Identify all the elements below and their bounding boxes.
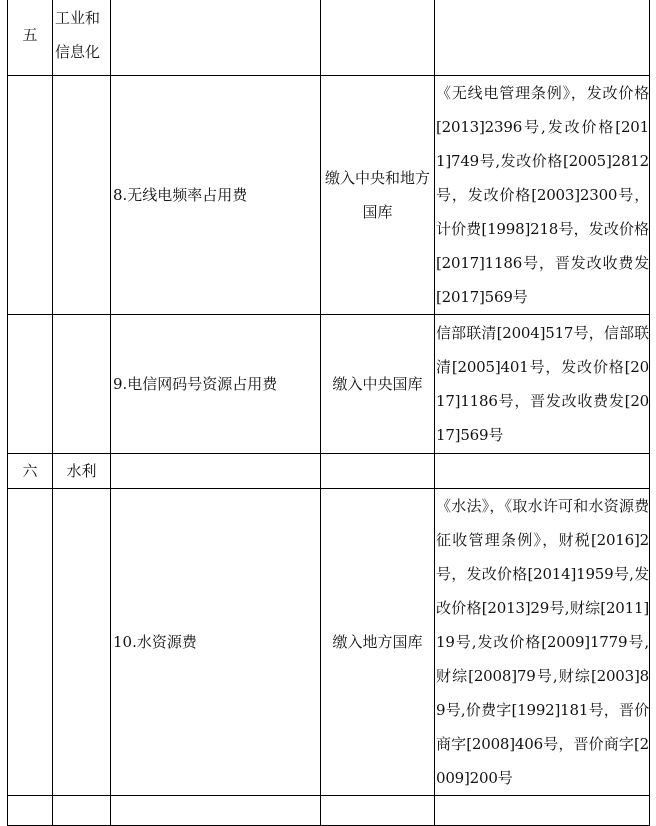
section-number: 六 — [8, 454, 53, 489]
fee-destination: 缴入中央国库 — [321, 315, 435, 454]
empty-cell — [435, 454, 650, 489]
fee-destination: 缴入地方国库 — [321, 489, 435, 796]
empty-cell — [321, 0, 435, 76]
empty-cell — [53, 796, 111, 826]
section-row-industry — [8, 0, 650, 76]
table-row-partial — [8, 796, 650, 826]
fee-name: 8.无线电频率占用费 — [111, 76, 321, 315]
empty-cell — [111, 0, 321, 76]
empty-cell — [8, 76, 53, 315]
table-row — [8, 315, 650, 454]
section-name: 水利 — [53, 454, 111, 489]
empty-cell — [8, 315, 53, 454]
empty-cell — [8, 489, 53, 796]
empty-cell — [111, 454, 321, 489]
section-name: 工业和信息化 — [53, 0, 111, 76]
empty-cell — [53, 315, 111, 454]
fee-legal-basis: 信部联清[2004]517号，信部联清[2005]401号，发改价格[2017]1186号，晋发改收费发[2017]569号 — [435, 315, 650, 454]
empty-cell — [435, 0, 650, 76]
empty-cell — [111, 796, 321, 826]
section-number: 五 — [8, 0, 53, 76]
empty-cell — [435, 796, 650, 826]
empty-cell — [8, 796, 53, 826]
section-row-water — [8, 454, 650, 489]
fee-name: 9.电信网码号资源占用费 — [111, 315, 321, 454]
table-row — [8, 489, 650, 796]
fee-legal-basis: 《无线电管理条例》，发改价格[2013]2396号,发改价格[2011]749号,发改价格[2005]2812号，发改价格[2003]2300号，计价费[1998]218号，发改价格[2017]1186号，晋发改收费发[2017]569号 — [435, 76, 650, 315]
fee-destination: 缴入中央和地方国库 — [321, 76, 435, 315]
table-row — [8, 76, 650, 315]
empty-cell — [321, 454, 435, 489]
fee-legal-basis: 《水法》，《取水许可和水资源费征收管理条例》，财税[2016]2号，发改价格[2014]1959号,发改价格[2013]29号,财综[2011]19号,发改价格[2009]1779号,财综[2008]79号,财综[2003]89号,价费字[1992]181号，晋价商字[2008]406号，晋价商字[2009]200号 — [435, 489, 650, 796]
empty-cell — [53, 489, 111, 796]
empty-cell — [321, 796, 435, 826]
fee-table — [7, 0, 650, 826]
fee-name: 10.水资源费 — [111, 489, 321, 796]
empty-cell — [53, 76, 111, 315]
